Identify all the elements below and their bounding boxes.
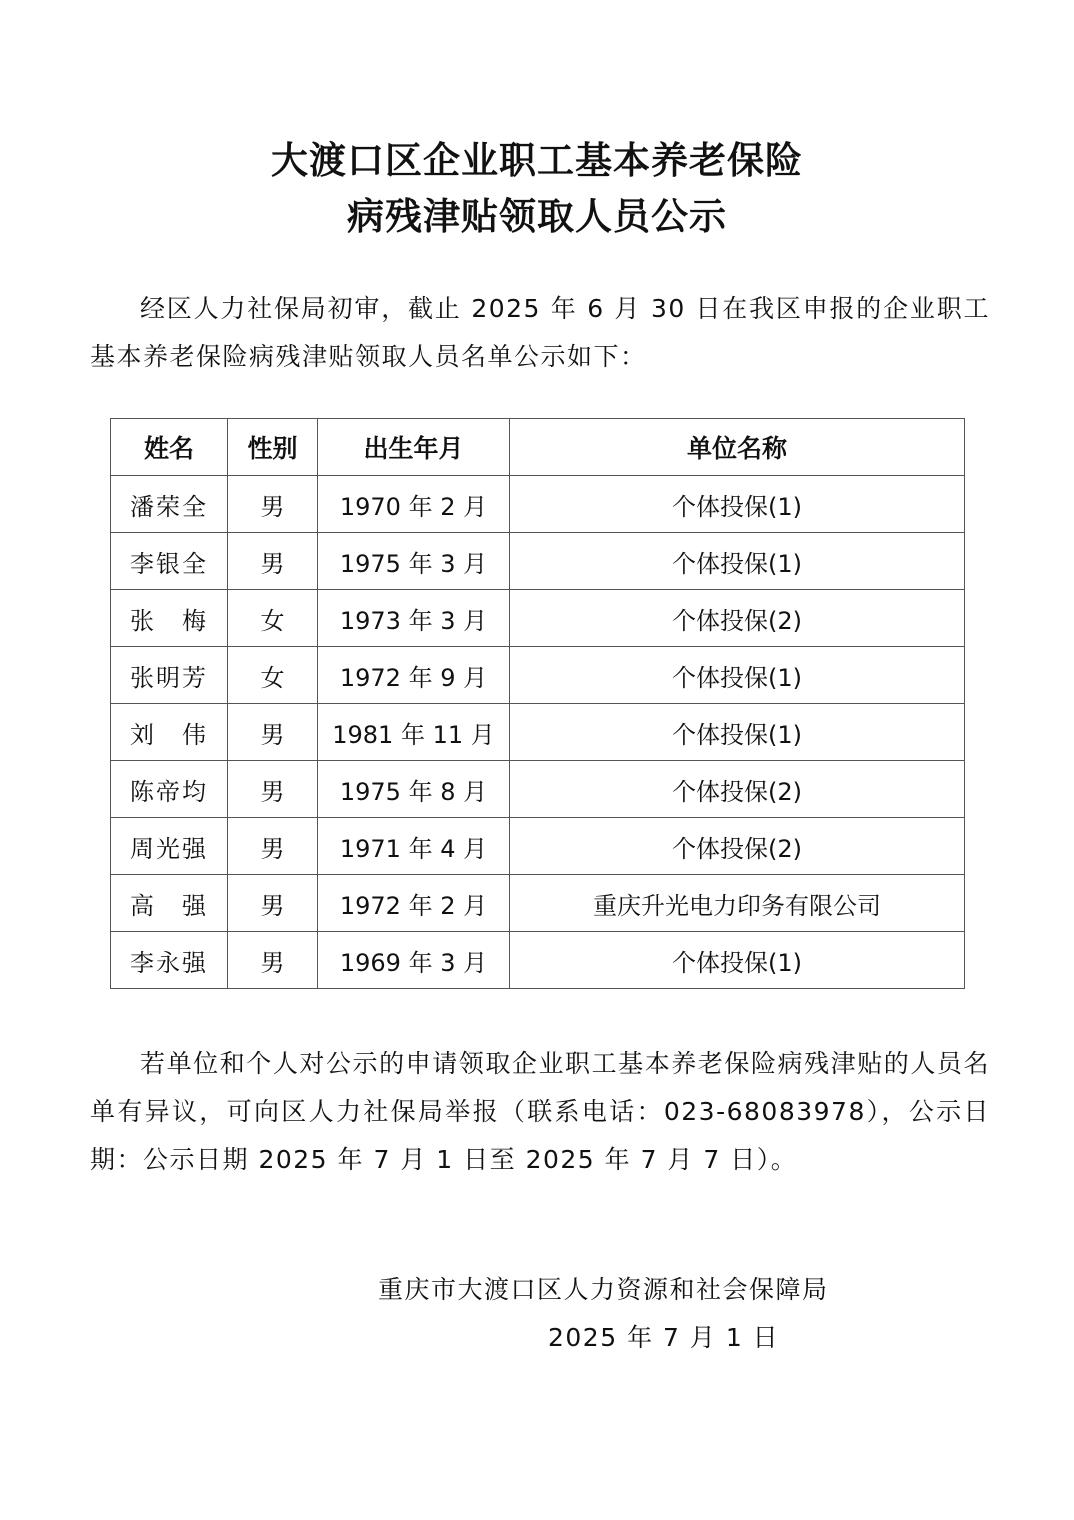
cell-birth: 1973 年 3 月 — [318, 590, 510, 647]
cell-name: 李永强 — [111, 932, 228, 989]
cell-birth: 1972 年 9 月 — [318, 647, 510, 704]
cell-name: 潘荣全 — [111, 476, 228, 533]
cell-employer: 个体投保(1) — [510, 476, 965, 533]
cell-employer: 个体投保(1) — [510, 647, 965, 704]
cell-gender: 女 — [228, 590, 318, 647]
table-row — [111, 761, 965, 818]
cell-employer: 个体投保(2) — [510, 818, 965, 875]
cell-name: 刘 伟 — [111, 704, 228, 761]
cell-birth: 1981 年 11 月 — [318, 704, 510, 761]
cell-gender: 男 — [228, 533, 318, 590]
cell-gender: 男 — [228, 932, 318, 989]
cell-gender: 男 — [228, 476, 318, 533]
cell-birth: 1972 年 2 月 — [318, 875, 510, 932]
objection-notice-paragraph: 若单位和个人对公示的申请领取企业职工基本养老保险病残津贴的人员名单有异议，可向区人力社保局举报（联系电话：023-68083978），公示日期：公示日期 2025 年 7 月 1 日至 2025 年 7 月 7 日）。 — [90, 1049, 990, 1174]
table-header-row — [111, 419, 965, 476]
cell-gender: 男 — [228, 761, 318, 818]
cell-name: 高 强 — [111, 875, 228, 932]
cell-name: 张 梅 — [111, 590, 228, 647]
document-title-line-2: 病残津贴领取人员公示 — [347, 194, 727, 238]
header-gender: 性别 — [228, 419, 318, 476]
cell-gender: 女 — [228, 647, 318, 704]
cell-employer: 个体投保(1) — [510, 533, 965, 590]
cell-gender: 男 — [228, 875, 318, 932]
cell-gender: 男 — [228, 818, 318, 875]
cell-employer: 个体投保(2) — [510, 761, 965, 818]
cell-birth: 1975 年 8 月 — [318, 761, 510, 818]
recipient-table — [110, 418, 965, 989]
header-birth: 出生年月 — [318, 419, 510, 476]
cell-employer: 重庆升光电力印务有限公司 — [510, 875, 965, 932]
table-row — [111, 875, 965, 932]
cell-birth: 1969 年 3 月 — [318, 932, 510, 989]
header-employer: 单位名称 — [510, 419, 965, 476]
table-row — [111, 590, 965, 647]
cell-birth: 1971 年 4 月 — [318, 818, 510, 875]
intro-paragraph: 经区人力社保局初审，截止 2025 年 6 月 30 日在我区申报的企业职工基本养老保险病残津贴领取人员名单公示如下： — [90, 294, 990, 371]
cell-employer: 个体投保(1) — [510, 704, 965, 761]
cell-name: 陈帝均 — [111, 761, 228, 818]
issuing-authority: 重庆市大渡口区人力资源和社会保障局 — [378, 1275, 829, 1304]
table-row — [111, 932, 965, 989]
table-row — [111, 476, 965, 533]
cell-name: 周光强 — [111, 818, 228, 875]
cell-name: 张明芳 — [111, 647, 228, 704]
cell-birth: 1975 年 3 月 — [318, 533, 510, 590]
cell-gender: 男 — [228, 704, 318, 761]
table-row — [111, 533, 965, 590]
table-row — [111, 818, 965, 875]
document-title-line-1: 大渡口区企业职工基本养老保险 — [271, 138, 803, 182]
cell-name: 李银全 — [111, 533, 228, 590]
cell-birth: 1970 年 2 月 — [318, 476, 510, 533]
header-name: 姓名 — [111, 419, 228, 476]
table-row — [111, 704, 965, 761]
cell-employer: 个体投保(2) — [510, 590, 965, 647]
issue-date: 2025 年 7 月 1 日 — [548, 1323, 780, 1352]
table-row — [111, 647, 965, 704]
cell-employer: 个体投保(1) — [510, 932, 965, 989]
